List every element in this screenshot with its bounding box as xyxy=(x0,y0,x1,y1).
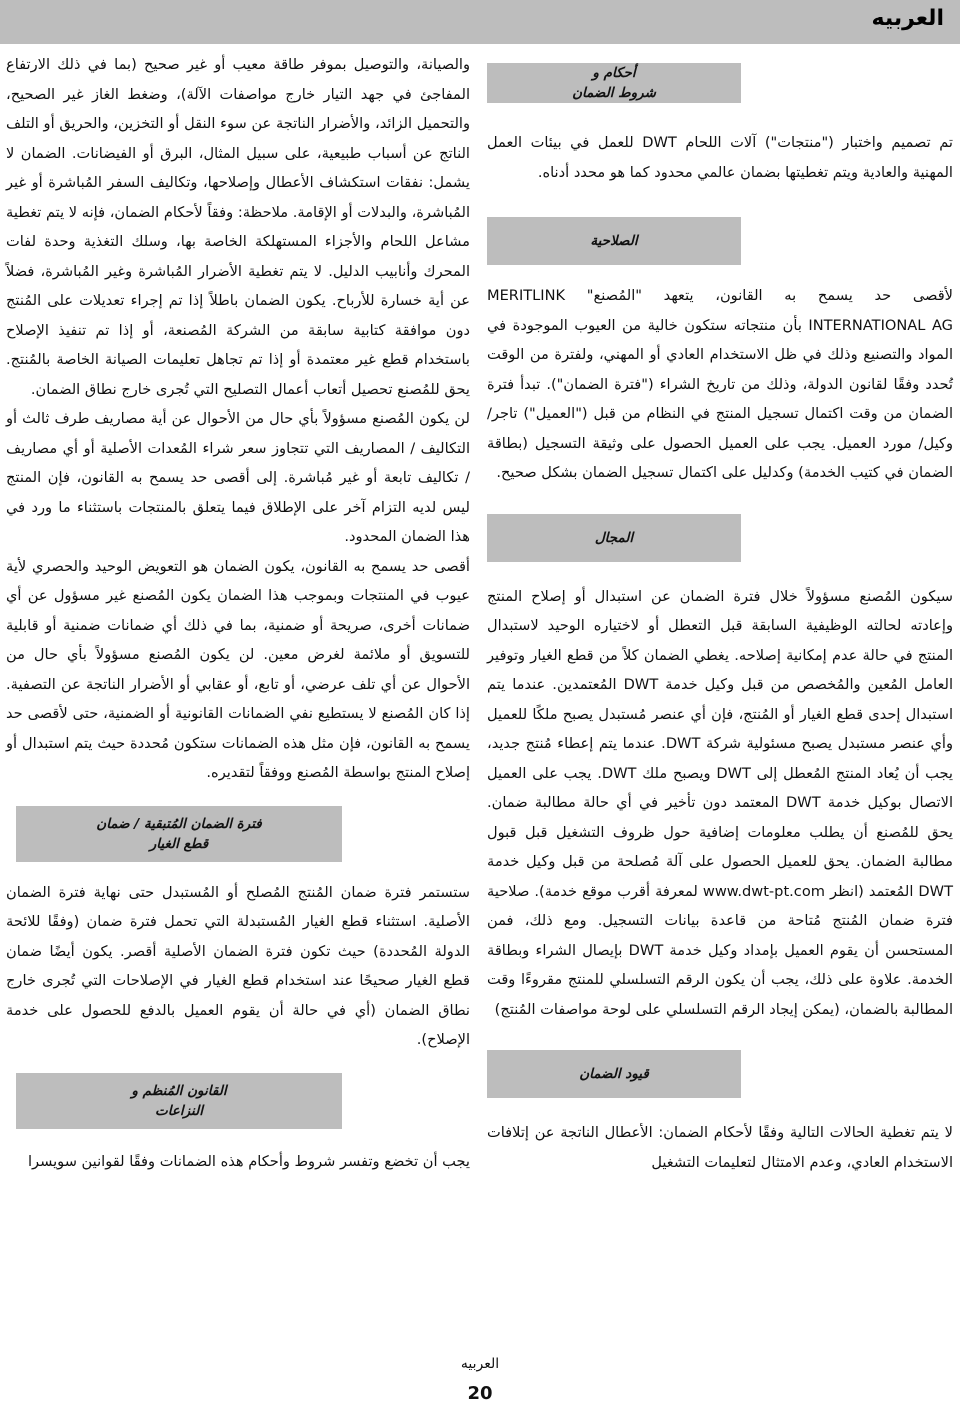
right-column xyxy=(487,50,953,1177)
limits-heading: قيود الضمان xyxy=(487,1050,741,1098)
continuation-paragraph: والصيانة، والتوصيل بموفر طاقة معيب أو غير صحيح (بما في ذلك الارتفاع المفاجئ في جهد التيار خارج مواصفات الآلة)، وضغط الغاز غير الصحيح، والتحميل الزائد، والأضرار الناتجة عن سوء النقل أو التخزين، والحريق أو التلف الناتج عن أسباب طبيعية، على سبيل المثال، البرق أو الفيضانات. الضمان لا يشمل: نفقات استكشاف الأعطال وإصلاحها، وتكاليف السفر المُباشرة أو غير المُباشرة، والبدلات أو الإقامة. ملاحظة: وفقاً لأحكام الضمان، فإنه لا يتم تغطية مشاعل اللحام والأجزاء المستهلكة الخاصة بها، وسلك التغذية وحدة لفات المحرك وأنابيب الدليل. لا يتم تغطية الأضرار المُباشرة وغير المُباشرة، فضلاً عن أية خسارة للأرباح. يكون الضمان باطلاً إذا تم إجراء تعديلات على المُنتج دون موافقة كتابية سابقة من الشركة المُصنعة، أو إذا تم تنفيذ الإصلاح باستخدام قطع غير معتمدة أو إذا تم تجاهل تعليمات الصيانة الخاصة بالمُنتج. يحق للمُصنع تحصيل أتعاب أعمال التصليح التي تُجرى خارج نطاق الضمان. xyxy=(6,56,470,398)
scope-paragraph: سيكون المُصنع مسؤولاً خلال فترة الضمان عن استبدال أو إصلاح المنتج وإعادته لحالته الوظيفية السابقة قبل التعطل أو لاختياره الوحيد لاستبدال المنتج في حالة عدم إمكانية إصلاحه. يغطي الضمان كلاً من قطع الغيار وتوفير العامل المُعين والمُخصص من قبل وكيل خدمة DWT المُعتمدين. عندما يتم استبدال إحدى قطع الغيار أو المُنتج، فإن أي عنصر مُستبدل يصبح ملكًا للعميل وأي عنصر مستبدل يصبح مسئولية شركة DWT. عندما يتم إعطاء مُنتج جديد، يجب أن يُعاد المنتج المُعطل إلى DWT ويصبح ملك DWT. يجب على العميل الاتصال بوكيل خدمة DWT المعتمد دون تأخير في أي حالة مطالبة ضمان. يحق للمُصنع أن يطلب معلومات إضافية حول ظروف التشغيل قبل قبول مطالبة الضمان. يحق للعميل الحصول على آلة مُصلحة من قبل وكيل خدمة DWT المُعتمد (انظر www.dwt-pt.com لمعرفة أقرب موقع خدمة). صلاحية فترة ضمان المُنتج مُتاحة من قاعدة بيانات التسجيل. ومع ذلك، فمن المستحسن أن يقوم العميل بإمداد وكيل خدمة DWT بإيصال الشراء وبطاقة الخدمة. علاوة على ذلك، يجب أن يكون الرقم التسلسلي للمنتج مقروءًا وقت المطالبة بالضمان، (يمكن إيجاد الرقم التسلسلي على لوحة مواصفات المُنتج) xyxy=(487,587,954,1018)
header-language: العربيه xyxy=(871,6,944,31)
spare-heading xyxy=(16,806,342,862)
page-number: 20 xyxy=(467,1383,493,1404)
validity-paragraph: لأقصى حد يسمح به القانون، يتعهد "المُصنع" MERITLINK INTERNATIONAL AG بأن منتجاته ستكون خالية من العيوب الموجودة في المواد والتصنيع وذلك في ظل الاستخدام العادي أو المهني، ولفترة من الوقت تُحدد وفقًا لقانون الدولة، وذلك من تاريخ الشراء ("فترة الضمان"). تبدأ فترة الضمان من وقت اكتمال تسجيل المنتج في النظام من قبل ("العميل") تاجر/ وكيل/ مورد العميل. يجب على العميل الحصول على وثيقة التسجيل (بطاقة الضمان في كتيب الخدمة) وكدليل على اكتمال تسجيل الضمان بشكل صحيح. xyxy=(487,287,953,481)
title-line-2: شروط الضمان xyxy=(572,85,656,101)
liability-paragraph: لن يكون المُصنع مسؤولاً بأي حال من الأحوال عن أية مصاريف طرف ثالث أو التكاليف / المصاريف التي تتجاوز سعر شراء المُعدات الأصلية أو أي مصاريف / تكاليف تابعة أو غير مُباشرة. إلى أقصى حد يسمح به القانون، فإن المنتج ليس لديه التزام آخر على الإطلاق فيما يتعلق بالمنتجات باستثناء ما ورد في هذا الضمان المحدود. xyxy=(6,410,470,545)
title-line-1: أحكام و xyxy=(592,65,636,81)
law-paragraph: يجب أن تخضع وتفسر شروط وأحكام هذه الضمانات وفقًا لقوانين سويسرا xyxy=(27,1152,470,1170)
limits-paragraph: لا يتم تغطية الحالات التالية وفقًا لأحكام الضمان: الأعطال الناتجة عن إتلافات الاستخدام العادي، وعدم الامتثال لتعليمات التشغيل xyxy=(487,1124,953,1171)
left-column xyxy=(6,50,470,1176)
spare-heading-line-2: قطع الغيار xyxy=(149,835,209,852)
intro-paragraph: تم تصميم واختبار ("منتجات") آلات اللحام DWT للعمل في بيئات العمل المهنية والعادية ويتم تغطيتها بضمان عالمي محدود كما هو محدد أدناه. xyxy=(487,134,953,181)
footer-language: العربيه xyxy=(460,1356,500,1372)
exclusive-paragraph: أقصى حد يسمح به القانون، يكون الضمان هو التعويض الوحيد والحصري لأية عيوب في المنتجات وبموجب هذا الضمان يكون المُصنع غير مسؤول عن أي ضمانات أخرى، صريحة أو ضمنية، بما في ذلك أي ضمانات ضمنية أو قابلية للتسويق أو ملائمة لغرض معين. لن يكون المُصنع مسؤولاً بأي حال من الأحوال عن أي تلف عرضي، أو تابع، أو عقابي أو الأضرار الناتجة عن التصفية. إذا كان المُصنع لا يستطيع نفي الضمانات القانونية أو الضمنية، حتى لأقصى حد يسمح به القانون، فإن مثل هذه الضمانات ستكون مُحددة حيث يتم استبدال أو إصلاح المنتج بواسطة المُصنع ووفقاً لتقديره. xyxy=(6,557,470,781)
spare-heading-line-1: فترة الضمان المُتبقية / ضمان xyxy=(96,815,262,832)
law-heading-line-2: النزاعات xyxy=(154,1102,203,1119)
section-title xyxy=(487,63,741,103)
law-heading-line-1: القانون المُنظم و xyxy=(131,1082,227,1099)
spare-paragraph: ستستمر فترة ضمان المُنتج المُصلح أو المُستبدل حتى نهاية فترة الضمان الأصلية. استثناء قطع الغيار المُستبدلة التي تحمل فترة ضمان (وفقًا للائحة الدولة المُحددة) حيث تكون فترة الضمان الأصلية أقصر. يكون أيضًا ضمان قطع الغيار صحيحًا عند استخدام قطع الغيار في الإصلاحات التي تُجرى خارج نطاق الضمان (أي في حالة أن يقوم العميل بالدفع للحصول على خدمة الإصلاح). xyxy=(6,883,470,1048)
header-bar xyxy=(0,0,960,44)
scope-heading: المجال xyxy=(487,514,741,562)
law-heading xyxy=(16,1073,342,1129)
validity-heading: الصلاحية xyxy=(487,217,741,265)
